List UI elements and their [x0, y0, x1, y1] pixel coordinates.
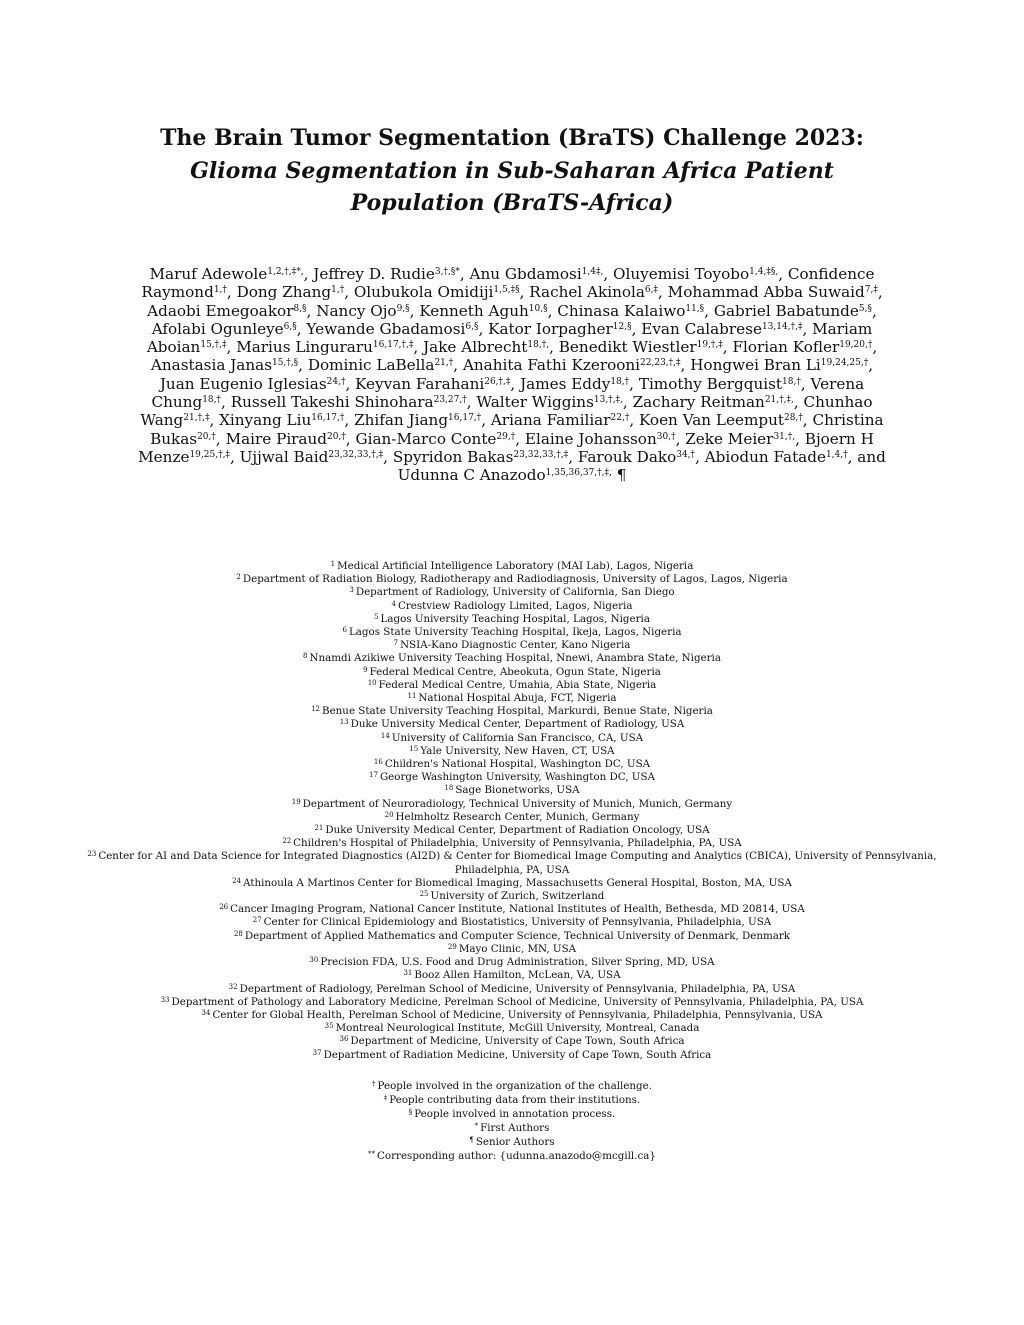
affiliation-number: 15 [409, 744, 419, 753]
author-marks: 12,§ [612, 321, 632, 332]
affiliation-item [60, 705, 964, 718]
author-name: Bjoern H Menze [138, 429, 874, 466]
author-name: Anahita Fathi Kzerooni [462, 356, 641, 375]
affiliation-text: Cancer Imaging Program, National Cancer Institute, National Institutes of Health, Bethesda, MD 20814, USA [230, 903, 805, 916]
affiliation-number: 25 [419, 890, 429, 899]
author-marks: 13,14,†,‡ [761, 321, 803, 332]
affiliation-item [60, 983, 964, 996]
affiliation-number: 29 [447, 942, 457, 951]
author [393, 448, 568, 466]
author-marks: 21,†,‡ [183, 413, 210, 424]
author-marks: 1,4,‡§, [749, 267, 779, 277]
paper-title [80, 122, 944, 219]
author-marks: 22,23,†,‡ [640, 358, 681, 369]
author [226, 430, 346, 448]
author-name: Verena Chung [151, 374, 865, 412]
affiliation-text: Department of Radiation Medicine, University of Cape Town, South Africa [323, 1048, 712, 1061]
author-name: Zeke Meier [685, 429, 774, 448]
affiliation-item [60, 956, 964, 969]
author [308, 356, 453, 374]
author [641, 320, 802, 338]
author-name: Koen Van Leemput [638, 411, 784, 430]
author-marks: 19,†,‡ [696, 340, 723, 351]
author [147, 302, 306, 320]
affiliation-text: Department of Neuroradiology, Technical University of Munich, Munich, Germany [302, 797, 733, 810]
affiliation-item [60, 771, 964, 784]
affiliation-item [60, 877, 964, 890]
author-name: Confidence Raymond [141, 265, 875, 302]
author-marks: 1,5,‡§ [493, 285, 520, 296]
affiliation-item [60, 837, 964, 850]
note-text: Corresponding author: {udunna.anazodo@mcgill.ca} [377, 1150, 656, 1162]
author-name: Ujjwal Baid [239, 447, 329, 466]
affiliation-number: 9 [363, 665, 368, 674]
author [488, 320, 632, 338]
author-marks: 26,†,‡ [484, 376, 511, 387]
affiliation-item [60, 745, 964, 758]
affiliation-number: 19 [291, 797, 301, 806]
author-name: Benedikt Wiestler [558, 338, 697, 357]
author-name: Dong Zhang [236, 283, 332, 302]
affiliation-number: 37 [312, 1048, 322, 1057]
author-name: Maruf Adewole [149, 265, 268, 283]
affiliation-text: NSIA-Kano Diagnostic Center, Kano Nigeria [400, 639, 631, 652]
author-name: Farouk Dako [577, 447, 677, 466]
author [151, 356, 298, 374]
author-name: Walter Wiggins [476, 393, 594, 412]
affiliation-number: 36 [339, 1035, 349, 1044]
author [476, 393, 623, 411]
note-text: People involved in annotation process. [414, 1108, 616, 1120]
author-marks: 20,† [327, 431, 346, 442]
note-mark: § [408, 1108, 413, 1116]
affiliation-item [60, 666, 964, 679]
affiliation-item [60, 573, 964, 586]
author-name: Elaine Johansson [524, 429, 657, 448]
note-item [100, 1149, 924, 1163]
affiliation-item [60, 732, 964, 745]
author-name: Anu Gbdamosi [469, 265, 582, 283]
author [354, 283, 520, 301]
author-marks: 30,† [656, 431, 676, 442]
affiliation-item [60, 613, 964, 626]
author-marks: 1,2,†,‡*, [267, 267, 304, 277]
title-line-2: Glioma Segmentation in Sub-Saharan Africa Patient [190, 158, 834, 184]
author-marks: 5,§ [858, 303, 872, 314]
author-name: Gabriel Babatunde [713, 301, 859, 320]
author-name: Rachel Akinola [529, 283, 645, 302]
affiliation-text: George Washington University, Washington DC, USA [379, 771, 655, 784]
affiliation-text: Nnamdi Azikiwe University Teaching Hospital, Nnewi, Anambra State, Nigeria [309, 652, 721, 665]
affiliation-number: 16 [373, 758, 383, 767]
author-marks: 16,17,† [311, 413, 345, 424]
affiliation-number: 32 [228, 982, 238, 991]
note-mark: ¶ [469, 1136, 474, 1144]
author-marks: 16,17,† [448, 413, 482, 424]
affiliation-number: 20 [384, 810, 394, 819]
author-name: Olubukola Omidiji [353, 283, 494, 302]
author-marks: 6,§ [283, 321, 297, 332]
author-name: Anastasia Janas [150, 356, 272, 375]
author-marks: 1,35,36,37,†,‡, [545, 468, 612, 479]
author [231, 393, 467, 411]
affiliation-text: Children's National Hospital, Washington DC, USA [384, 758, 651, 771]
author-notes [100, 1079, 924, 1163]
author-marks: 19,24,25,† [820, 358, 869, 369]
author-name: Chinasa Kalaiwo [557, 301, 686, 320]
author-name: Chunhao Wang [140, 393, 873, 430]
note-mark: * [474, 1122, 479, 1130]
title-line-1: The Brain Tumor Segmentation (BraTS) Challenge 2023: [160, 125, 864, 151]
author [316, 302, 409, 320]
note-text: People contributing data from their institutions. [389, 1094, 641, 1106]
author [732, 338, 872, 356]
author [463, 356, 681, 374]
note-mark: † [372, 1080, 376, 1088]
affiliation-text: Athinoula A Martinos Center for Biomedical Imaging, Massachusetts General Hospital, Boston, MA, USA [243, 876, 792, 889]
author-marks: 11,§ [685, 303, 705, 314]
affiliation-number: 4 [391, 599, 396, 608]
author [639, 411, 803, 429]
author-name: Maire Piraud [225, 429, 327, 448]
affiliation-item [60, 1009, 964, 1022]
author-name: Nancy Ojo [316, 301, 397, 320]
author [152, 320, 297, 338]
author-name: Keyvan Farahani [355, 374, 485, 393]
author [419, 302, 547, 320]
author-name: James Eddy [520, 374, 611, 393]
author-marks: 10,§ [528, 303, 548, 314]
affiliation-number: 27 [252, 916, 262, 925]
note-text: First Authors [480, 1122, 550, 1134]
author-name: Dominic LaBella [307, 356, 435, 375]
affiliation-text: Department of Medicine, University of Cape Town, South Africa [350, 1035, 685, 1048]
affiliation-text: Center for Clinical Epidemiology and Biostatistics, University of Pennsylvania, Philadelphia, USA [263, 916, 772, 929]
affiliation-text: Precision FDA, U.S. Food and Drug Administration, Silver Spring, MD, USA [320, 956, 715, 969]
affiliation-text: Center for Global Health, Perelman School of Medicine, University of Pennsylvania, Philadelphia, Pennsylvania, USA [212, 1008, 823, 1021]
affiliation-number: 6 [342, 626, 347, 635]
author-name: Kenneth Aguh [419, 301, 529, 320]
affiliation-item [60, 1049, 964, 1062]
affiliation-text: Lagos State University Teaching Hospital, Ikeja, Lagos, Nigeria [348, 626, 682, 639]
affiliation-number: 31 [403, 969, 413, 978]
author-marks: 6,‡ [644, 285, 659, 296]
author [520, 375, 629, 393]
author-name: Jeffrey D. Rudie [313, 265, 435, 283]
author [354, 411, 481, 429]
affiliation-item [60, 930, 964, 943]
affiliation-text: National Hospital Abuja, FCT, Nigeria [418, 692, 617, 705]
affiliation-text: Federal Medical Centre, Abeokuta, Ogun State, Nigeria [369, 665, 661, 678]
author-name: Florian Kofler [732, 338, 840, 357]
affiliation-item [60, 996, 964, 1009]
author [714, 302, 872, 320]
author-marks: 7,‡ [864, 285, 878, 296]
affiliation-number: 35 [324, 1022, 334, 1031]
affiliation-text: Department of Pathology and Laboratory Medicine, Perelman School of Medicine, University of Pennsylvania, Philadelphia, PA, USA [171, 995, 864, 1008]
author-marks: 6,§ [465, 321, 479, 332]
author-name: Spyridon Bakas [392, 447, 514, 466]
author-name: Ariana Familiar [490, 411, 611, 430]
author [578, 448, 695, 466]
author [491, 411, 629, 429]
affiliation-text: Medical Artificial Intelligence Laboratory (MAI Lab), Lagos, Nigeria [337, 560, 694, 572]
affiliation-number: 17 [369, 771, 378, 780]
affiliation-item [60, 758, 964, 771]
affiliation-number: 14 [380, 731, 390, 740]
note-text: People involved in the organization of the challenge. [377, 1080, 652, 1092]
author [633, 393, 794, 411]
affiliation-item [60, 626, 964, 639]
affiliation-number: 34 [201, 1008, 211, 1017]
author-marks: 29,† [496, 431, 516, 442]
affiliation-text: Montreal Neurological Institute, McGill University, Montreal, Canada [335, 1022, 700, 1035]
senior-author-mark: ¶ [616, 466, 627, 485]
author-name: Abiodun Fatade [704, 447, 826, 466]
affiliation-item [60, 850, 964, 876]
affiliation-item [60, 784, 964, 797]
author [525, 430, 676, 448]
author-name: Oluyemisi Toyobo [613, 265, 750, 283]
author-marks: 15,†,‡ [200, 340, 227, 351]
author [355, 430, 515, 448]
affiliation-number: 10 [367, 678, 377, 687]
affiliation-text: Helmholtz Research Center, Munich, Germany [395, 810, 640, 823]
author-marks: 23,32,33,†,‡ [328, 449, 384, 460]
author-marks: 23,32,33,†,‡ [513, 449, 569, 460]
affiliation-number: 8 [303, 652, 308, 661]
author-marks: 21,†,‡, [764, 395, 794, 406]
note-item [100, 1135, 924, 1149]
author [240, 448, 384, 466]
author-name: Russell Takeshi Shinohara [230, 393, 434, 412]
note-mark: ‡ [383, 1094, 388, 1102]
author-marks: 18,†, [527, 340, 550, 351]
author-marks: 8,§ [293, 303, 307, 314]
author-marks: 20,† [197, 431, 216, 442]
affiliation-text: Benue State University Teaching Hospital, Markurdi, Benue State, Nigeria [322, 705, 713, 718]
affiliation-number: 23 [87, 850, 97, 859]
author-marks: 13,†,‡, [593, 395, 623, 406]
affiliation-number: 24 [232, 876, 242, 885]
author [306, 320, 478, 338]
author-marks: 3,†,§* [434, 267, 460, 277]
author-marks: 18,† [610, 376, 630, 387]
affiliation-number: 7 [393, 639, 399, 648]
affiliation-number: 33 [160, 995, 170, 1004]
affiliation-text: Duke University Medical Center, Department of Radiation Oncology, USA [325, 824, 710, 837]
affiliation-item [60, 969, 964, 982]
affiliation-number: 11 [407, 692, 417, 701]
affiliation-item [60, 586, 964, 599]
affiliation-number: 30 [309, 956, 319, 965]
author-marks: 1,4‡, [581, 267, 604, 277]
author-marks: 34,† [676, 449, 696, 460]
affiliation-text: Children's Hospital of Philadelphia, University of Pennsylvania, Philadelphia, PA, USA [293, 837, 742, 850]
affiliation-number: 3 [349, 586, 354, 595]
affiliation-text: Department of Applied Mathematics and Computer Science, Technical University of Denmark, Denmark [244, 929, 791, 942]
note-mark: ** [368, 1150, 376, 1158]
note-item [100, 1093, 924, 1107]
author-name: Hongwei Bran Li [690, 356, 821, 375]
author [160, 375, 346, 393]
author-name: Kator Iorpagher [488, 319, 613, 338]
affiliation-item [60, 811, 964, 824]
affiliation-text: Mayo Clinic, MN, USA [458, 942, 577, 955]
author [355, 375, 510, 393]
author-marks: 23,27,† [433, 395, 467, 406]
author [219, 411, 344, 429]
author-name: Mariam Aboian [146, 319, 873, 357]
affiliation-number: 26 [219, 903, 229, 912]
author-marks: 28,† [783, 413, 803, 424]
note-item [100, 1079, 924, 1093]
author-marks: 1,4,† [825, 449, 848, 460]
author-name: Gian-Marco Conte [355, 429, 497, 448]
author [149, 265, 303, 283]
author [557, 302, 704, 320]
affiliation-number: 21 [314, 824, 324, 833]
affiliation-item [60, 824, 964, 837]
affiliation-item [60, 903, 964, 916]
author-name: Udunna C Anazodo [397, 466, 546, 485]
author-name: Evan Calabrese [641, 319, 762, 338]
affiliation-item [60, 560, 964, 573]
affiliation-item [60, 652, 964, 665]
affiliation-text: Federal Medical Centre, Umahia, Abia State, Nigeria [378, 678, 657, 691]
affiliation-text: Sage Bionetworks, USA [455, 784, 580, 797]
affiliation-item [60, 679, 964, 692]
author-name: Zhifan Jiang [354, 411, 449, 430]
author-name: Afolabi Ogunleye [151, 319, 284, 338]
affiliation-text: Department of Radiology, University of California, San Diego [355, 586, 675, 599]
author-marks: 21,† [434, 358, 454, 369]
author-name: Christina Bukas [150, 411, 884, 448]
author-marks: 15,†,§ [271, 358, 299, 369]
author [313, 265, 460, 283]
affiliation-text: University of Zurich, Switzerland [430, 890, 605, 903]
affiliation-text: Crestview Radiology Limited, Lagos, Nigeria [397, 599, 633, 612]
affiliation-number: 22 [282, 837, 292, 846]
author-name: Timothy Bergquist [638, 374, 783, 393]
author-name: Adaobi Emegoakor [147, 301, 294, 320]
affiliation-list [60, 560, 964, 1062]
affiliation-number: 2 [236, 573, 241, 582]
author-marks: 1,† [213, 285, 227, 296]
affiliation-item [60, 639, 964, 652]
title-line-3: Population (BraTS-Africa) [350, 190, 674, 216]
author-marks: 19,25,†,‡ [189, 449, 230, 460]
affiliation-text: University of California San Francisco, CA, USA [391, 731, 644, 744]
author [690, 356, 868, 374]
author-marks: 24,† [326, 376, 346, 387]
author [685, 430, 795, 448]
author-marks: 22,† [610, 413, 630, 424]
author-name: Marius Linguraru [236, 338, 373, 357]
affiliation-number: 5 [374, 612, 379, 621]
author-name: Jake Albrecht [423, 338, 528, 357]
author-marks: 16,17,†,‡ [372, 340, 414, 351]
affiliation-number: 1 [330, 560, 336, 568]
affiliation-item [60, 692, 964, 705]
author [705, 448, 848, 466]
affiliation-text: Booz Allen Hamilton, McLean, VA, USA [414, 969, 621, 982]
affiliation-number: 18 [444, 784, 454, 793]
affiliation-item [60, 1022, 964, 1035]
note-text: Senior Authors [475, 1136, 555, 1148]
author-marks: 1,† [331, 285, 345, 296]
author [236, 338, 413, 356]
affiliation-number: 28 [233, 929, 243, 938]
affiliation-item [60, 718, 964, 731]
author-name: Zachary Reitman [632, 393, 765, 412]
affiliation-item [60, 600, 964, 613]
affiliation-number: 13 [339, 718, 349, 727]
affiliation-text: Yale University, New Haven, CT, USA [420, 744, 615, 757]
author [613, 265, 778, 283]
author [639, 375, 801, 393]
affiliation-text: Duke University Medical Center, Department of Radiology, USA [350, 718, 685, 731]
affiliation-text: Department of Radiation Biology, Radiotherapy and Radiodiagnosis, University of Lagos, Lagos, Nigeria [242, 573, 788, 586]
author [668, 283, 878, 301]
author-marks: 18,† [782, 376, 801, 387]
affiliation-item [60, 1035, 964, 1048]
author [470, 265, 604, 283]
affiliation-text: Lagos University Teaching Hospital, Lagos, Nigeria [380, 612, 650, 625]
note-item [100, 1121, 924, 1135]
affiliation-text: Department of Radiology, Perelman School of Medicine, University of Pennsylvania, Philadelphia, PA, USA [239, 982, 796, 995]
author-name: Yewande Gbadamosi [306, 319, 466, 338]
affiliation-item [60, 916, 964, 929]
author-marks: 9,§ [396, 303, 410, 314]
author-name: Xinyang Liu [219, 411, 312, 430]
author-marks: 18,† [202, 395, 222, 406]
note-item [100, 1107, 924, 1121]
affiliation-item [60, 798, 964, 811]
affiliation-number: 12 [311, 705, 321, 714]
author [423, 338, 549, 356]
author-name: Mohammad Abba Suwaid [667, 283, 865, 302]
author-marks: 31,†, [773, 431, 796, 442]
author-name: Juan Eugenio Iglesias [159, 374, 327, 393]
author [398, 466, 612, 484]
affiliation-text: Center for AI and Data Science for Integrated Diagnostics (AI2D) & Center for Biomedical Image Computing and Analytics (CBICA), University of Pennsylvania, Philadelphia, PA, USA [98, 850, 937, 876]
author [529, 283, 658, 301]
author [559, 338, 723, 356]
author-list: Maruf Adewole$^{1,2,\dagger,\ddagger*,}$, Jeffrey D. Rudie$^{3,\dagger,\S*}$, Anu Gbdamosi$^{1,4\ddagger,}$, Oluyemisi Toyobo$^{1,4,\ddagger\S,}$, Confidence Raymond$^{1,\dagger}$, Dong Zhang$^{1,\dagger}$, Olubukola Omidiji$^{1,5,\ddagger\S}$, Rachel Akinola$^{6,\ddagger}$, Mohammad Abba Suwaid$^{7,\ddagger}$, Adaobi Emegoakor$^{8,\S}$, Nancy Ojo$^{9,\S}$, Kenneth Aguh$^{10,\S}$, Chinasa Kalaiwo$^{11,\S}$, Gabriel Babatunde$^{5,\S}$, Afolabi Ogunleye$^{6,\S}$, Yewande Gbadamosi$^{6,\S}$, Kator Iorpagher$^{12,\S}$, Evan Calabrese$^{13,14,\dagger,\ddagger}$, Mariam Aboian$^{15,\dagger,\ddagger}$, Marius Linguraru$^{16,17,\dagger,\ddagger}$, Jake Albrecht$^{18,\dagger,}$, Benedikt Wiestler$^{19,\dagger,\ddagger}$, Florian Kofler$^{19,20,\dagger}$, Anastasia Janas$^{15,\dagger,\S}$, Dominic LaBella$^{21,\dagger}$, Anahita Fathi Kzerooni$^{22,23,\dagger,\ddagger}$, Hongwei Bran $Li^{19,24,25,\dagger}$, Juan Eugenio Iglesias$^{24,\dagger}$, Keyvan Farahani$^{26,\dagger,\ddagger}$, James Eddy$^{18,\dagger}$, Timothy Bergquist$^{18,\dagger}$, Verena Chung$^{18,\dagger}$, Russell Takeshi Shinohara$^{23,27,\dagger}$, Walter Wiggins$^{13,\dagger,\ddagger,}$, Zachary Reitman$^{21,\dagger,\ddagger,}$, Chunhao Wang$^{21,\dagger,\ddagger}$, Xinyang Liu$^{16,17,\dagger}$, Zhifan Jiang$^{16,17,\dagger}$, Ariana Familiar$^{22,\dagger}$, Koen Van Leemput$^{28,\dagger}$, Christina Bukas$^{20,\dagger}$, Maire Piraud$^{20,\dagger}$, Gian-Marco Conte$^{29,\dagger}$, Elaine Johansson$^{30,\dagger}$, Zeke Meier$^{31,\dagger,}$, Bjoern H Menze$^{19,25,\dagger,\ddagger}$, Ujjwal Baid$^{23,32,33,\dagger,\ddagger}$, Spyridon Bakas$^{23,32,33,\dagger,\ddagger}$, Farouk Dako$^{34,\dagger}$, Abiodun Fatade$^{1,4,\dagger}$, and Udunna C Anazodo$^{1,35,36,37,\dagger,\ddagger,}$ ¶ [138, 265, 886, 485]
affiliation-item [60, 890, 964, 903]
affiliation-item [60, 943, 964, 956]
author-marks: 19,20,† [839, 340, 873, 351]
author [237, 283, 345, 301]
